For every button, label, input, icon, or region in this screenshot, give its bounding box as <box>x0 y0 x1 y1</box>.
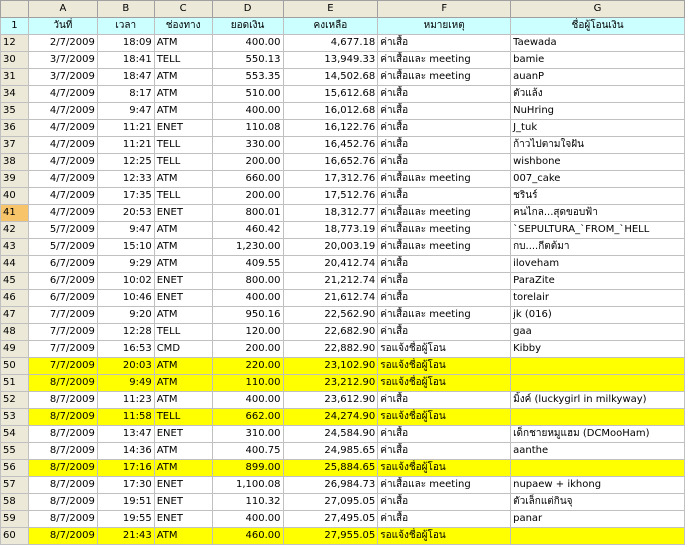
cell-note[interactable]: รอแจ้งชื่อผู้โอน <box>378 341 511 358</box>
cell-amount[interactable]: 800.00 <box>212 273 283 290</box>
column-header-row <box>1 1 685 18</box>
table-row <box>1 375 685 392</box>
cell-balance[interactable]: 22,682.90 <box>283 324 378 341</box>
cell-balance[interactable]: 17,312.76 <box>283 171 378 188</box>
row-number[interactable]: 31 <box>1 69 29 86</box>
cell-channel[interactable]: ATM <box>154 443 212 460</box>
cell-time[interactable]: 12:33 <box>97 171 154 188</box>
cell-note[interactable]: ค่าเสื้อ <box>378 290 511 307</box>
cell-balance[interactable]: 27,955.05 <box>283 528 378 545</box>
cell-note[interactable]: ค่าเสื้อและ meeting <box>378 477 511 494</box>
row-number[interactable]: 41 <box>1 205 29 222</box>
cell-time[interactable]: 18:47 <box>97 69 154 86</box>
cell-date[interactable]: 4/7/2009 <box>28 137 97 154</box>
cell-channel[interactable]: ATM <box>154 528 212 545</box>
cell-sender[interactable]: 007_cake <box>511 171 685 188</box>
cell-sender[interactable]: wishbone <box>511 154 685 171</box>
cell-balance[interactable]: 24,274.90 <box>283 409 378 426</box>
cell-sender[interactable]: ก้าวไปตามใจฝัน <box>511 137 685 154</box>
cell-amount[interactable]: 400.00 <box>212 35 283 52</box>
cell-date[interactable]: 4/7/2009 <box>28 154 97 171</box>
cell-date[interactable]: 4/7/2009 <box>28 205 97 222</box>
cell-balance[interactable]: 18,312.77 <box>283 205 378 222</box>
cell-amount[interactable]: 550.13 <box>212 52 283 69</box>
cell-date[interactable]: 3/7/2009 <box>28 69 97 86</box>
cell-sender[interactable]: กบ....กีตต้มา <box>511 239 685 256</box>
cell-time[interactable]: 9:49 <box>97 375 154 392</box>
table-row <box>1 239 685 256</box>
column-header-e[interactable]: E <box>283 1 378 18</box>
cell-channel[interactable]: ATM <box>154 35 212 52</box>
row-number[interactable]: 36 <box>1 120 29 137</box>
cell-date[interactable]: 8/7/2009 <box>28 528 97 545</box>
cell-sender[interactable]: torelair <box>511 290 685 307</box>
header-cell-note[interactable]: หมายเหตุ <box>378 18 511 35</box>
cell-sender[interactable] <box>511 358 685 375</box>
cell-date[interactable]: 8/7/2009 <box>28 511 97 528</box>
sheet-header-row <box>1 18 685 35</box>
cell-date[interactable]: 6/7/2009 <box>28 273 97 290</box>
cell-date[interactable]: 8/7/2009 <box>28 392 97 409</box>
cell-sender[interactable] <box>511 460 685 477</box>
cell-balance[interactable]: 23,612.90 <box>283 392 378 409</box>
table-row <box>1 290 685 307</box>
table-row <box>1 409 685 426</box>
cell-balance[interactable]: 25,884.65 <box>283 460 378 477</box>
cell-amount[interactable]: 1,230.00 <box>212 239 283 256</box>
cell-date[interactable]: 7/7/2009 <box>28 341 97 358</box>
column-header-c[interactable]: C <box>154 1 212 18</box>
cell-sender[interactable]: มิ้งค์ (luckygirl in milkyway) <box>511 392 685 409</box>
cell-time[interactable]: 11:23 <box>97 392 154 409</box>
table-row <box>1 103 685 120</box>
cell-time[interactable]: 11:21 <box>97 137 154 154</box>
row-number[interactable]: 48 <box>1 324 29 341</box>
cell-sender[interactable]: nupaew + ikhong <box>511 477 685 494</box>
table-row <box>1 443 685 460</box>
row-number[interactable]: 57 <box>1 477 29 494</box>
cell-note[interactable]: ค่าเสื้อและ meeting <box>378 52 511 69</box>
cell-balance[interactable]: 16,012.68 <box>283 103 378 120</box>
cell-note[interactable]: ค่าเสื้อและ meeting <box>378 205 511 222</box>
cell-channel[interactable]: ATM <box>154 460 212 477</box>
cell-channel[interactable]: CMD <box>154 341 212 358</box>
row-number[interactable]: 12 <box>1 35 29 52</box>
select-all-corner[interactable] <box>1 1 29 18</box>
cell-time[interactable]: 12:25 <box>97 154 154 171</box>
cell-time[interactable]: 21:43 <box>97 528 154 545</box>
cell-channel[interactable]: ENET <box>154 477 212 494</box>
row-number[interactable]: 56 <box>1 460 29 477</box>
cell-time[interactable]: 14:36 <box>97 443 154 460</box>
cell-sender[interactable]: Taewada <box>511 35 685 52</box>
cell-balance[interactable]: 16,122.76 <box>283 120 378 137</box>
cell-channel[interactable]: ATM <box>154 307 212 324</box>
cell-note[interactable]: ค่าเสื้อ <box>378 511 511 528</box>
cell-note[interactable]: รอแจ้งชื่อผู้โอน <box>378 528 511 545</box>
cell-sender[interactable]: คนไกล...สุดขอบฟ้า <box>511 205 685 222</box>
cell-channel[interactable]: ATM <box>154 392 212 409</box>
header-cell-amount[interactable]: ยอดเงิน <box>212 18 283 35</box>
cell-channel[interactable]: ENET <box>154 205 212 222</box>
cell-note[interactable]: ค่าเสื้อ <box>378 392 511 409</box>
cell-date[interactable]: 6/7/2009 <box>28 256 97 273</box>
cell-amount[interactable]: 400.00 <box>212 103 283 120</box>
cell-amount[interactable]: 950.16 <box>212 307 283 324</box>
table-row <box>1 477 685 494</box>
cell-date[interactable]: 4/7/2009 <box>28 171 97 188</box>
cell-note[interactable]: ค่าเสื้อ <box>378 188 511 205</box>
cell-note[interactable]: ค่าเสื้อ <box>378 273 511 290</box>
cell-date[interactable]: 8/7/2009 <box>28 477 97 494</box>
cell-time[interactable]: 10:02 <box>97 273 154 290</box>
cell-amount[interactable]: 120.00 <box>212 324 283 341</box>
cell-channel[interactable]: ATM <box>154 358 212 375</box>
cell-balance[interactable]: 27,495.05 <box>283 511 378 528</box>
cell-balance[interactable]: 15,612.68 <box>283 86 378 103</box>
cell-amount[interactable]: 460.42 <box>212 222 283 239</box>
cell-time[interactable]: 20:53 <box>97 205 154 222</box>
row-number[interactable]: 45 <box>1 273 29 290</box>
cell-date[interactable]: 5/7/2009 <box>28 239 97 256</box>
table-row <box>1 460 685 477</box>
cell-sender[interactable] <box>511 375 685 392</box>
cell-balance[interactable]: 26,984.73 <box>283 477 378 494</box>
cell-balance[interactable]: 13,949.33 <box>283 52 378 69</box>
cell-balance[interactable]: 22,882.90 <box>283 341 378 358</box>
row-number[interactable]: 51 <box>1 375 29 392</box>
cell-balance[interactable]: 16,452.76 <box>283 137 378 154</box>
cell-time[interactable]: 18:41 <box>97 52 154 69</box>
cell-sender[interactable] <box>511 409 685 426</box>
cell-sender[interactable]: J_tuk <box>511 120 685 137</box>
cell-balance[interactable]: 14,502.68 <box>283 69 378 86</box>
cell-note[interactable]: ค่าเสื้อ <box>378 494 511 511</box>
header-cell-time[interactable]: เวลา <box>97 18 154 35</box>
cell-sender[interactable]: gaa <box>511 324 685 341</box>
cell-amount[interactable]: 400.00 <box>212 511 283 528</box>
table-row <box>1 341 685 358</box>
table-row <box>1 222 685 239</box>
column-header-g[interactable]: G <box>511 1 685 18</box>
row-number[interactable]: 42 <box>1 222 29 239</box>
table-row <box>1 69 685 86</box>
cell-date[interactable]: 4/7/2009 <box>28 86 97 103</box>
cell-channel[interactable]: ENET <box>154 426 212 443</box>
cell-balance[interactable]: 23,212.90 <box>283 375 378 392</box>
cell-balance[interactable]: 21,612.74 <box>283 290 378 307</box>
cell-note[interactable]: ค่าเสื้อและ meeting <box>378 307 511 324</box>
table-row <box>1 205 685 222</box>
cell-amount[interactable]: 553.35 <box>212 69 283 86</box>
cell-note[interactable]: รอแจ้งชื่อผู้โอน <box>378 409 511 426</box>
cell-note[interactable]: ค่าเสื้อ <box>378 256 511 273</box>
cell-note[interactable]: ค่าเสื้อ <box>378 154 511 171</box>
row-number[interactable]: 34 <box>1 86 29 103</box>
table-row <box>1 358 685 375</box>
table-row <box>1 137 685 154</box>
table-row <box>1 154 685 171</box>
cell-date[interactable]: 5/7/2009 <box>28 222 97 239</box>
cell-time[interactable]: 18:09 <box>97 35 154 52</box>
cell-time[interactable]: 15:10 <box>97 239 154 256</box>
cell-channel[interactable]: TELL <box>154 188 212 205</box>
cell-sender[interactable]: เด็กชายหมูแฮม (DCMooHam) <box>511 426 685 443</box>
cell-amount[interactable]: 310.00 <box>212 426 283 443</box>
cell-time[interactable]: 16:53 <box>97 341 154 358</box>
cell-amount[interactable]: 330.00 <box>212 137 283 154</box>
cell-channel[interactable]: TELL <box>154 52 212 69</box>
cell-date[interactable]: 8/7/2009 <box>28 443 97 460</box>
cell-time[interactable]: 17:30 <box>97 477 154 494</box>
cell-amount[interactable]: 662.00 <box>212 409 283 426</box>
cell-sender[interactable]: iloveham <box>511 256 685 273</box>
row-number[interactable]: 47 <box>1 307 29 324</box>
cell-balance[interactable]: 20,003.19 <box>283 239 378 256</box>
cell-time[interactable]: 17:35 <box>97 188 154 205</box>
cell-date[interactable]: 7/7/2009 <box>28 358 97 375</box>
cell-note[interactable]: ค่าเสื้อ <box>378 120 511 137</box>
cell-date[interactable]: 4/7/2009 <box>28 120 97 137</box>
cell-amount[interactable]: 200.00 <box>212 188 283 205</box>
cell-note[interactable]: รอแจ้งชื่อผู้โอน <box>378 358 511 375</box>
table-row <box>1 426 685 443</box>
table-row <box>1 120 685 137</box>
cell-time[interactable]: 8:17 <box>97 86 154 103</box>
cell-balance[interactable]: 24,985.65 <box>283 443 378 460</box>
cell-time[interactable]: 9:29 <box>97 256 154 273</box>
cell-time[interactable]: 12:28 <box>97 324 154 341</box>
table-row <box>1 52 685 69</box>
table-row <box>1 324 685 341</box>
cell-sender[interactable]: ชรินร์ <box>511 188 685 205</box>
cell-channel[interactable]: ENET <box>154 511 212 528</box>
column-header-b[interactable]: B <box>97 1 154 18</box>
cell-time[interactable]: 10:46 <box>97 290 154 307</box>
cell-time[interactable]: 19:55 <box>97 511 154 528</box>
cell-sender[interactable]: jk (016) <box>511 307 685 324</box>
row-number[interactable]: 38 <box>1 154 29 171</box>
cell-amount[interactable]: 200.00 <box>212 341 283 358</box>
row-number[interactable]: 60 <box>1 528 29 545</box>
cell-amount[interactable]: 200.00 <box>212 154 283 171</box>
cell-channel[interactable]: ENET <box>154 120 212 137</box>
cell-note[interactable]: ค่าเสื้อและ meeting <box>378 69 511 86</box>
cell-channel[interactable]: ATM <box>154 239 212 256</box>
cell-balance[interactable]: 23,102.90 <box>283 358 378 375</box>
cell-sender[interactable]: ตัวแล้ง <box>511 86 685 103</box>
cell-sender[interactable]: panar <box>511 511 685 528</box>
cell-time[interactable]: 17:16 <box>97 460 154 477</box>
cell-amount[interactable]: 400.75 <box>212 443 283 460</box>
cell-balance[interactable]: 27,095.05 <box>283 494 378 511</box>
table-row <box>1 273 685 290</box>
cell-time[interactable]: 9:20 <box>97 307 154 324</box>
row-number[interactable]: 46 <box>1 290 29 307</box>
cell-note[interactable]: รอแจ้งชื่อผู้โอน <box>378 460 511 477</box>
cell-date[interactable]: 7/7/2009 <box>28 307 97 324</box>
table-row <box>1 528 685 545</box>
cell-date[interactable]: 2/7/2009 <box>28 35 97 52</box>
table-row <box>1 307 685 324</box>
cell-sender[interactable]: auanP <box>511 69 685 86</box>
row-number[interactable]: 55 <box>1 443 29 460</box>
cell-channel[interactable]: ATM <box>154 69 212 86</box>
cell-channel[interactable]: ATM <box>154 222 212 239</box>
cell-amount[interactable]: 110.08 <box>212 120 283 137</box>
cell-balance[interactable]: 20,412.74 <box>283 256 378 273</box>
row-number[interactable]: 37 <box>1 137 29 154</box>
cell-date[interactable]: 7/7/2009 <box>28 324 97 341</box>
table-row <box>1 188 685 205</box>
cell-channel[interactable]: ATM <box>154 86 212 103</box>
cell-note[interactable]: ค่าเสื้อและ meeting <box>378 239 511 256</box>
cell-amount[interactable]: 510.00 <box>212 86 283 103</box>
table-row <box>1 392 685 409</box>
row-number[interactable]: 44 <box>1 256 29 273</box>
row-number[interactable]: 53 <box>1 409 29 426</box>
cell-time[interactable]: 13:47 <box>97 426 154 443</box>
cell-date[interactable]: 4/7/2009 <box>28 188 97 205</box>
cell-channel[interactable]: TELL <box>154 324 212 341</box>
header-cell-date[interactable]: วันที่ <box>28 18 97 35</box>
cell-sender[interactable] <box>511 528 685 545</box>
cell-note[interactable]: ค่าเสื้อ <box>378 426 511 443</box>
cell-channel[interactable]: TELL <box>154 409 212 426</box>
cell-date[interactable]: 8/7/2009 <box>28 375 97 392</box>
cell-amount[interactable]: 110.00 <box>212 375 283 392</box>
cell-note[interactable]: รอแจ้งชื่อผู้โอน <box>378 375 511 392</box>
cell-date[interactable]: 8/7/2009 <box>28 426 97 443</box>
cell-channel[interactable]: TELL <box>154 154 212 171</box>
header-cell-balance[interactable]: คงเหลือ <box>283 18 378 35</box>
cell-date[interactable]: 6/7/2009 <box>28 290 97 307</box>
cell-date[interactable]: 8/7/2009 <box>28 460 97 477</box>
cell-balance[interactable]: 4,677.18 <box>283 35 378 52</box>
cell-time[interactable]: 9:47 <box>97 222 154 239</box>
table-row <box>1 511 685 528</box>
table-row <box>1 35 685 52</box>
cell-sender[interactable]: ตัวเล็กแต่กินจุ <box>511 494 685 511</box>
row-number[interactable]: 52 <box>1 392 29 409</box>
table-row <box>1 171 685 188</box>
cell-channel[interactable]: ATM <box>154 375 212 392</box>
cell-balance[interactable]: 22,562.90 <box>283 307 378 324</box>
row-number[interactable]: 49 <box>1 341 29 358</box>
cell-amount[interactable]: 400.00 <box>212 290 283 307</box>
header-cell-channel[interactable]: ช่องทาง <box>154 18 212 35</box>
cell-balance[interactable]: 18,773.19 <box>283 222 378 239</box>
cell-time[interactable]: 19:51 <box>97 494 154 511</box>
row-number[interactable]: 39 <box>1 171 29 188</box>
cell-note[interactable]: ค่าเสื้อ <box>378 103 511 120</box>
cell-sender[interactable]: ParaZite <box>511 273 685 290</box>
row-number[interactable]: 43 <box>1 239 29 256</box>
cell-date[interactable]: 8/7/2009 <box>28 409 97 426</box>
cell-note[interactable]: ค่าเสื้อ <box>378 86 511 103</box>
column-header-d[interactable]: D <box>212 1 283 18</box>
cell-channel[interactable]: ATM <box>154 171 212 188</box>
cell-channel[interactable]: ENET <box>154 494 212 511</box>
cell-sender[interactable]: bamie <box>511 52 685 69</box>
cell-time[interactable]: 11:58 <box>97 409 154 426</box>
cell-note[interactable]: ค่าเสื้อ <box>378 443 511 460</box>
cell-amount[interactable]: 220.00 <box>212 358 283 375</box>
cell-channel[interactable]: ENET <box>154 290 212 307</box>
cell-note[interactable]: ค่าเสื้อ <box>378 137 511 154</box>
cell-channel[interactable]: ATM <box>154 103 212 120</box>
cell-amount[interactable]: 1,100.08 <box>212 477 283 494</box>
cell-channel[interactable]: ATM <box>154 256 212 273</box>
cell-sender[interactable]: aanthe <box>511 443 685 460</box>
cell-time[interactable]: 20:03 <box>97 358 154 375</box>
table-row <box>1 494 685 511</box>
cell-time[interactable]: 11:21 <box>97 120 154 137</box>
cell-amount[interactable]: 400.00 <box>212 392 283 409</box>
cell-balance[interactable]: 16,652.76 <box>283 154 378 171</box>
cell-channel[interactable]: ENET <box>154 273 212 290</box>
cell-date[interactable]: 3/7/2009 <box>28 52 97 69</box>
cell-date[interactable]: 4/7/2009 <box>28 103 97 120</box>
cell-sender[interactable]: `SEPULTURA_`FROM_`HELL <box>511 222 685 239</box>
cell-amount[interactable]: 110.32 <box>212 494 283 511</box>
column-header-f[interactable]: F <box>378 1 511 18</box>
header-cell-sender[interactable]: ชื่อผู้โอนเงิน <box>511 18 685 35</box>
row-number[interactable]: 50 <box>1 358 29 375</box>
table-row <box>1 86 685 103</box>
cell-sender[interactable]: Kibby <box>511 341 685 358</box>
cell-note[interactable]: ค่าเสื้อและ meeting <box>378 222 511 239</box>
cell-channel[interactable]: TELL <box>154 137 212 154</box>
table-row <box>1 256 685 273</box>
cell-balance[interactable]: 21,212.74 <box>283 273 378 290</box>
cell-amount[interactable]: 409.55 <box>212 256 283 273</box>
cell-note[interactable]: ค่าเสื้อ <box>378 35 511 52</box>
row-number[interactable]: 35 <box>1 103 29 120</box>
cell-balance[interactable]: 24,584.90 <box>283 426 378 443</box>
row-number[interactable]: 59 <box>1 511 29 528</box>
cell-note[interactable]: ค่าเสื้อและ meeting <box>378 171 511 188</box>
cell-amount[interactable]: 660.00 <box>212 171 283 188</box>
row-number[interactable]: 1 <box>1 18 29 35</box>
cell-note[interactable]: ค่าเสื้อ <box>378 324 511 341</box>
column-header-a[interactable]: A <box>28 1 97 18</box>
cell-amount[interactable]: 899.00 <box>212 460 283 477</box>
cell-sender[interactable]: NuHring <box>511 103 685 120</box>
cell-date[interactable]: 8/7/2009 <box>28 494 97 511</box>
cell-time[interactable]: 9:47 <box>97 103 154 120</box>
cell-balance[interactable]: 17,512.76 <box>283 188 378 205</box>
cell-amount[interactable]: 800.01 <box>212 205 283 222</box>
row-number[interactable]: 40 <box>1 188 29 205</box>
row-number[interactable]: 54 <box>1 426 29 443</box>
row-number[interactable]: 30 <box>1 52 29 69</box>
row-number[interactable]: 58 <box>1 494 29 511</box>
cell-amount[interactable]: 460.00 <box>212 528 283 545</box>
